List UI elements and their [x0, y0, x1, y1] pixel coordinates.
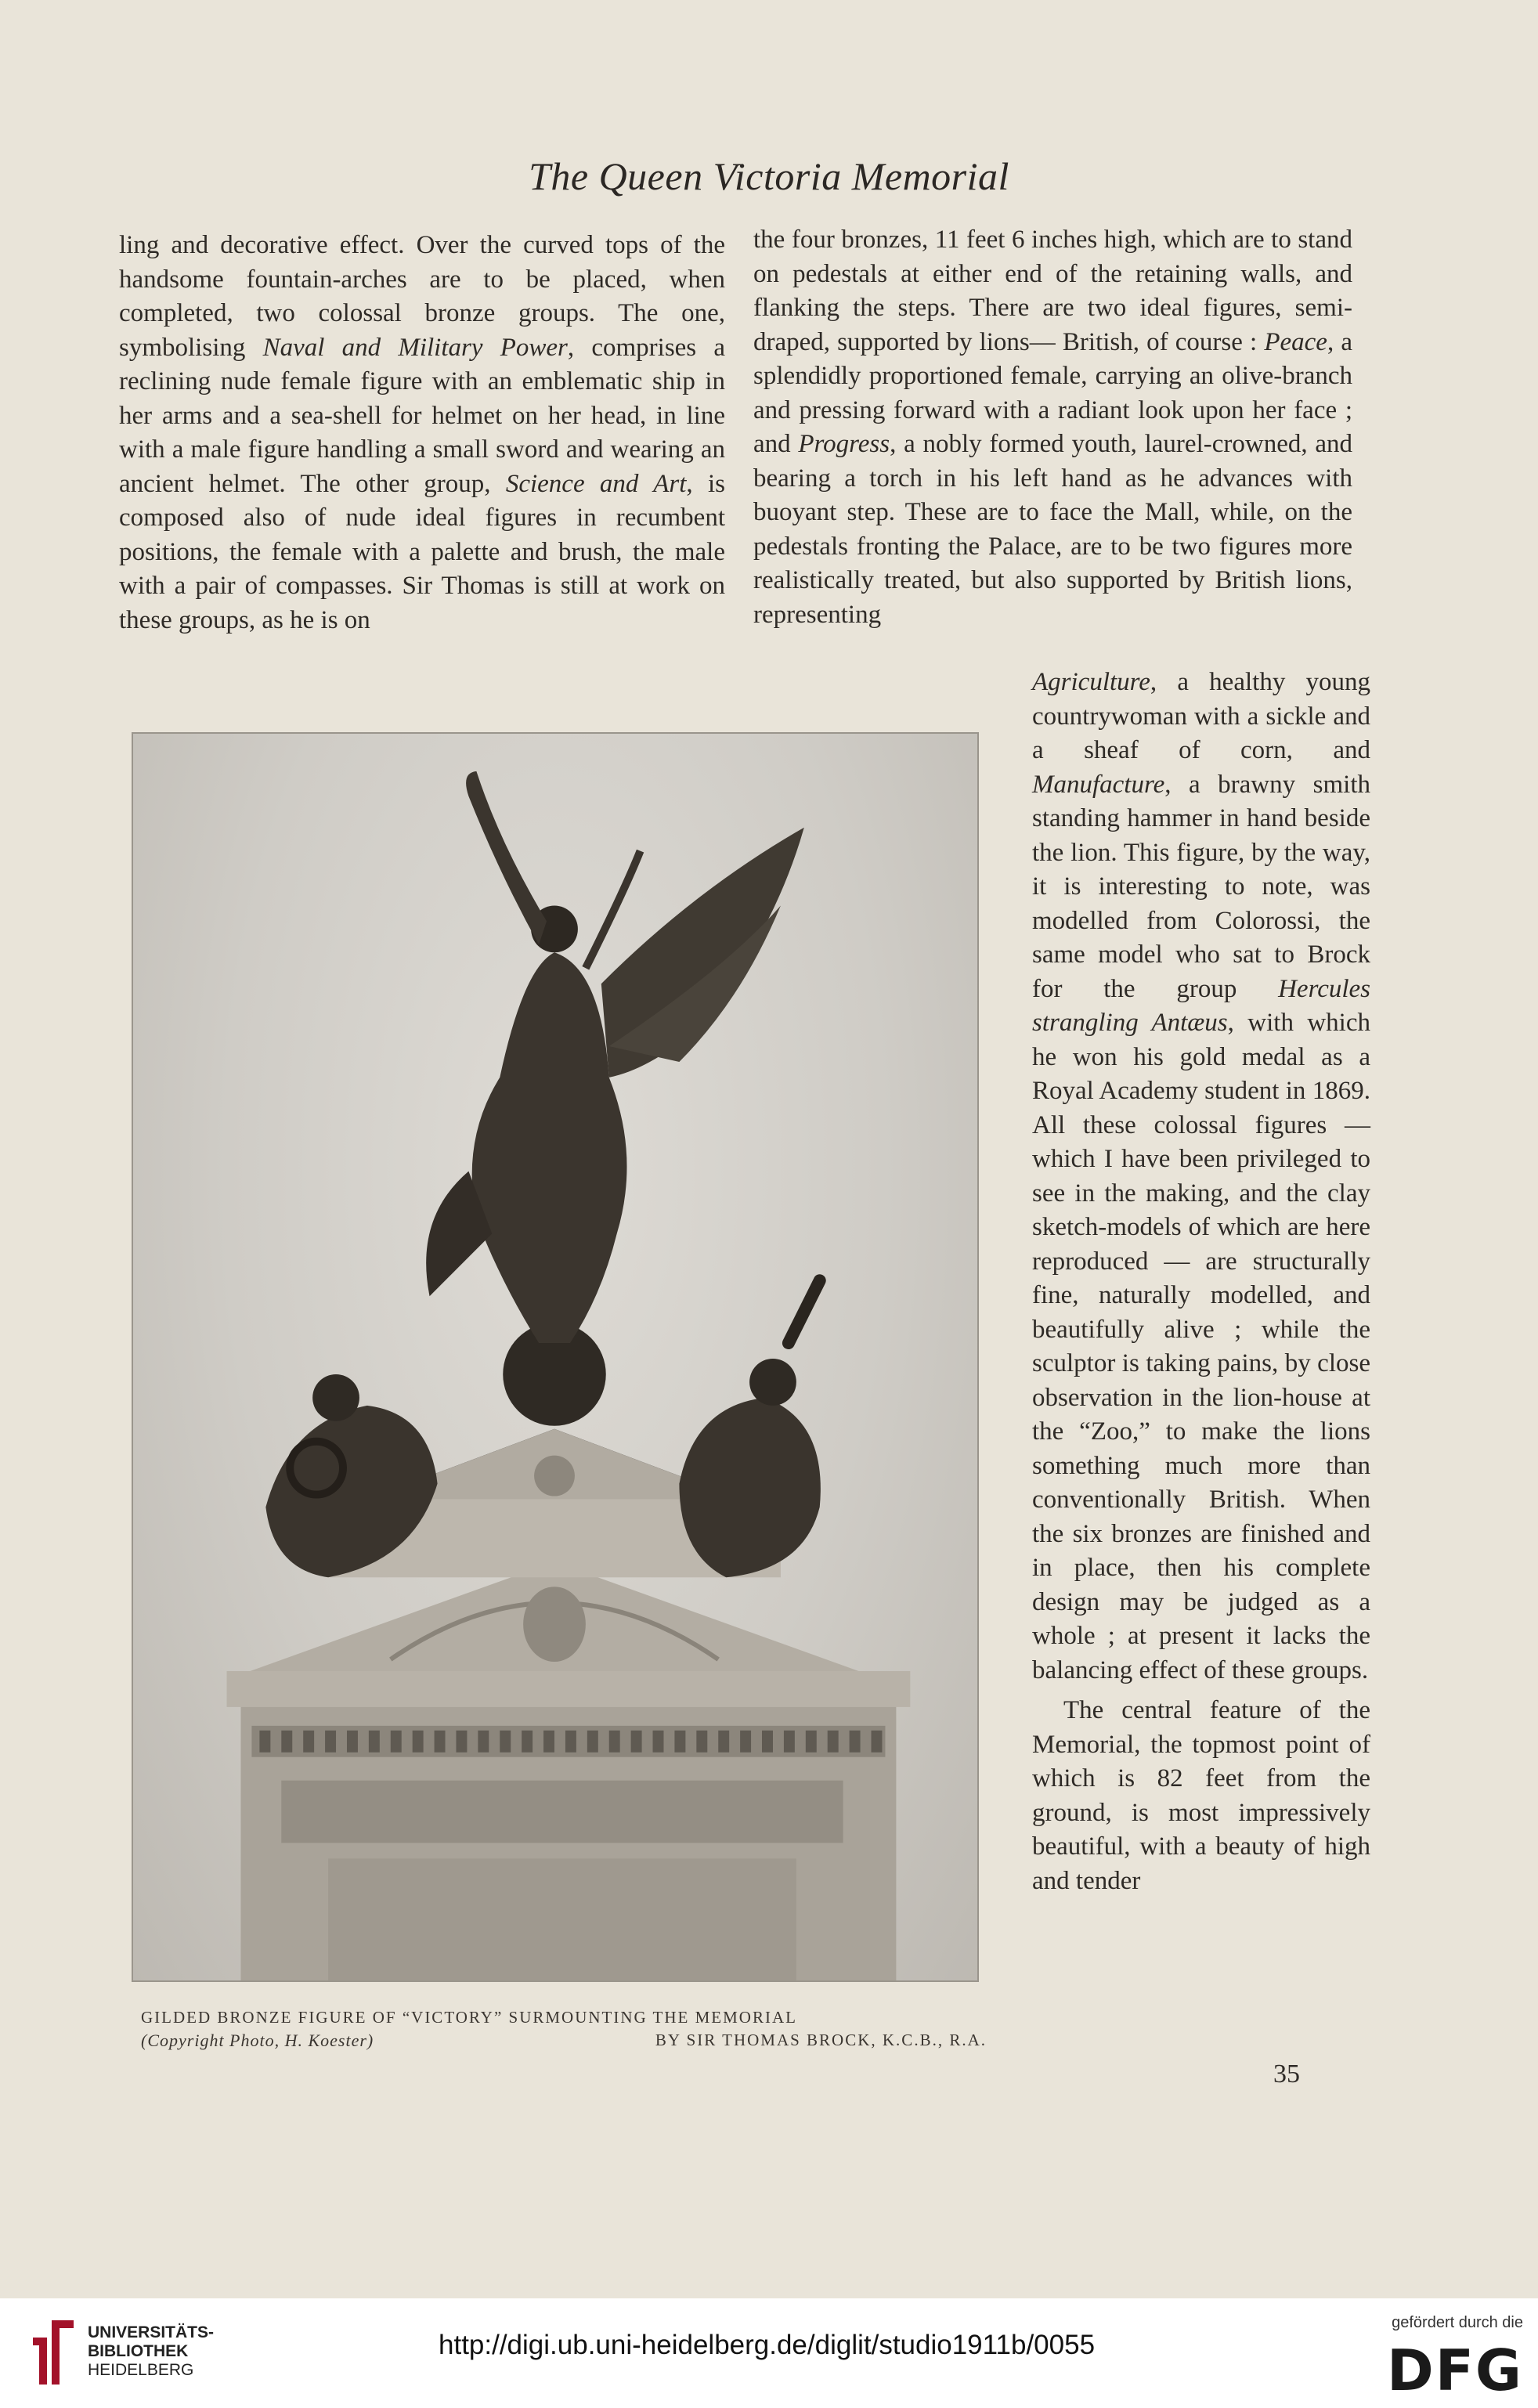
victory-statue-photo	[132, 732, 979, 1982]
photo-caption	[141, 2008, 987, 2051]
library-name-line1: UNIVERSITÄTS-	[88, 2323, 215, 2341]
cornice	[227, 1671, 911, 1707]
statue-illustration	[133, 734, 977, 1980]
library-logo-icon	[28, 2314, 78, 2392]
text-run: , a splendidly proportioned female, carrying an olive-branch and pressing forward with a radiant look upon her face ; and	[753, 327, 1352, 458]
caption-credit-row	[141, 2031, 987, 2051]
italic-title: Progress	[798, 430, 890, 458]
caption-title: GILDED BRONZE FIGURE OF “VICTORY” SURMOUNTING THE MEMORIAL	[141, 2008, 797, 2027]
text-run: the four bronzes, 11 feet 6 inches high, which are to stand on pedestals at either end of the retaining walls, and flanking the steps. There are two ideal figures, semi-draped, supported by lions— British, of course :	[753, 226, 1352, 356]
italic-title: Peace	[1264, 327, 1327, 356]
text-run: ling and decorative effect. Over the curved tops of the handsome fountain-arches are to be placed, when completed, two colossal bronze groups. The one, symbolising	[119, 231, 725, 362]
page-number: 35	[1273, 2060, 1300, 2088]
source-url-link[interactable]: http://digi.ub.uni-heidelberg.de/diglit/studio1911b/0055	[439, 2330, 1096, 2360]
middle-paragraph	[753, 223, 1352, 632]
italic-title: Science and Art	[505, 469, 687, 498]
italic-title: Agriculture	[1032, 668, 1150, 696]
right-seated-figure	[679, 1398, 820, 1577]
library-name-line2: BIBLIOTHEK	[88, 2342, 189, 2360]
text-run: , with which he won his gold medal as a Royal Academy student in 1869. All these colossal figures — which I have been privileged to see in the making, and the clay sketch-models of which are here reproduced — are structurally fine, naturally modelled, and beautifully alive ; while the sculptor is taking pains, by close observation in the lion-house at the “Zoo,” to make the lions something much more than conventionally British. When the six bronzes are finished and in place, then his complete design may be judged as a whole ; at present it lacks the balancing effect of these groups.	[1032, 1009, 1370, 1684]
funding-note: gefördert durch die	[1392, 2314, 1523, 2331]
rosette	[534, 1456, 575, 1496]
left-paragraph	[119, 229, 725, 637]
photo-credit: (Copyright Photo, H. Koester)	[141, 2031, 374, 2050]
italic-title: Naval and Military Power	[262, 333, 568, 362]
page-title: The Queen Victoria Memorial	[529, 154, 1009, 198]
middle-text-column	[753, 223, 1352, 632]
left-text-column	[119, 229, 725, 637]
dfg-logo: DFG	[1386, 2338, 1523, 2403]
text-run: , a brawny smith standing hammer in hand beside the lion. This figure, by the way, it is interesting to note, was modelled from Colorossi, the same model who sat to Brock for the group	[1032, 770, 1370, 1003]
italic-title: Manufacture	[1032, 770, 1165, 799]
text-run: , is composed also of nude ideal figures in recumbent positions, the female with a palette and brush, the male with a pair of compasses. Sir Thomas is still at work on these groups, as he is on	[119, 469, 725, 634]
text-run: , comprises a reclining nude female figure with an emblematic ship in her arms and a sea-shell for helmet on her head, in line with a male figure handling a small sword and wearing an ancient helmet. The other group,	[119, 333, 726, 498]
library-name	[88, 2323, 214, 2380]
pedestal-shaft	[328, 1858, 796, 1980]
dentils	[259, 1731, 882, 1753]
right-text-column	[1032, 666, 1370, 1898]
right-paragraph-2: The central feature of the Memorial, the topmost point of which is 82 feet from the ground, is most impressively beautiful, with a beauty of high and tender	[1032, 1696, 1370, 1895]
eagle-body	[523, 1587, 586, 1662]
sculptor-credit: BY SIR THOMAS BROCK, K.C.B., R.A.	[655, 2031, 987, 2049]
right-paragraph	[1032, 666, 1370, 1688]
text-run: , a nobly formed youth, laurel-crowned, and bearing a torch in his left hand as he advances with buoyant step. These are to face the Mall, while, on the pedestals fronting the Palace, are to be two figures more realistically treated, but also supported by British lions, representing	[753, 430, 1352, 629]
text-run: , a healthy young countrywoman with a sickle and a sheaf of corn, and	[1032, 668, 1370, 764]
italic-title: Hercules strangling Antæus	[1032, 974, 1370, 1037]
victory-raised-arm	[466, 771, 547, 944]
frieze	[281, 1781, 843, 1843]
library-name-line3: HEIDELBERG	[88, 2361, 194, 2379]
